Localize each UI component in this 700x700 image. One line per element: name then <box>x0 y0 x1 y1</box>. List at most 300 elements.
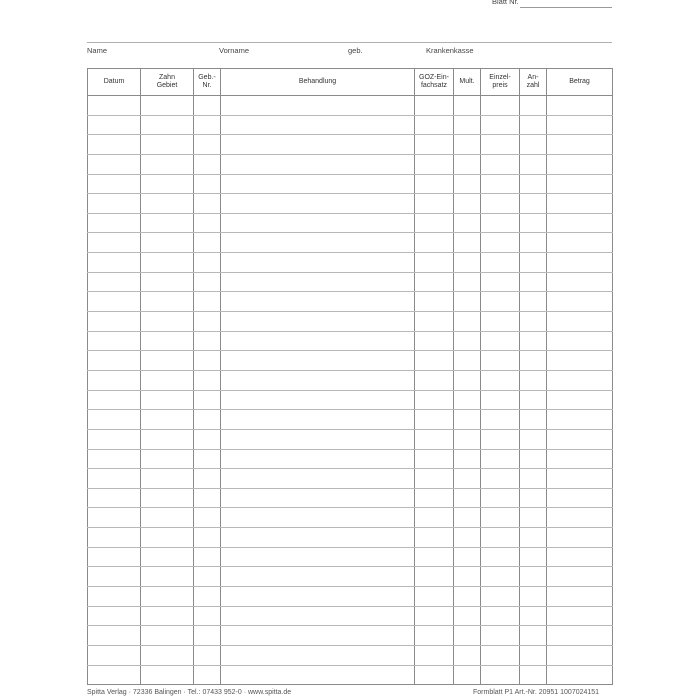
table-cell[interactable] <box>88 547 141 567</box>
table-cell[interactable] <box>547 390 613 410</box>
table-cell[interactable] <box>88 449 141 469</box>
table-cell[interactable] <box>520 233 547 253</box>
table-cell[interactable] <box>454 665 481 685</box>
table-cell[interactable] <box>520 96 547 116</box>
table-cell[interactable] <box>520 213 547 233</box>
table-cell[interactable] <box>194 96 221 116</box>
header-divider <box>87 42 612 43</box>
table-cell[interactable] <box>221 96 415 116</box>
table-cell[interactable] <box>194 154 221 174</box>
table-cell[interactable] <box>481 606 520 626</box>
table-cell[interactable] <box>520 587 547 607</box>
table-cell[interactable] <box>547 233 613 253</box>
table-cell[interactable] <box>520 312 547 332</box>
table-cell[interactable] <box>88 567 141 587</box>
table-cell[interactable] <box>88 253 141 273</box>
table-cell[interactable] <box>520 390 547 410</box>
table-cell[interactable] <box>481 253 520 273</box>
table-cell[interactable] <box>520 547 547 567</box>
table-cell[interactable] <box>415 410 454 430</box>
table-cell[interactable] <box>194 292 221 312</box>
table-cell[interactable] <box>547 135 613 155</box>
table-cell[interactable] <box>194 370 221 390</box>
table-cell[interactable] <box>221 370 415 390</box>
table-cell[interactable] <box>221 587 415 607</box>
table-cell[interactable] <box>520 154 547 174</box>
table-cell[interactable] <box>141 96 194 116</box>
table-cell[interactable] <box>520 174 547 194</box>
table-cell[interactable] <box>454 508 481 528</box>
table-cell[interactable] <box>194 213 221 233</box>
table-cell[interactable] <box>547 272 613 292</box>
table-cell[interactable] <box>194 665 221 685</box>
table-cell[interactable] <box>481 488 520 508</box>
table-cell[interactable] <box>454 272 481 292</box>
table-cell[interactable] <box>547 508 613 528</box>
table-cell[interactable] <box>141 233 194 253</box>
table-cell[interactable] <box>454 370 481 390</box>
table-cell[interactable] <box>481 213 520 233</box>
table-cell[interactable] <box>481 351 520 371</box>
table-cell[interactable] <box>454 528 481 548</box>
table-cell[interactable] <box>415 96 454 116</box>
table-cell[interactable] <box>194 528 221 548</box>
sheet-number-label: Blatt Nr. <box>492 0 519 6</box>
table-cell[interactable] <box>141 587 194 607</box>
table-cell[interactable] <box>415 370 454 390</box>
table-row <box>88 272 613 292</box>
table-cell[interactable] <box>415 587 454 607</box>
table-cell[interactable] <box>481 292 520 312</box>
table-cell[interactable] <box>221 390 415 410</box>
table-cell[interactable] <box>415 253 454 273</box>
table-cell[interactable] <box>481 174 520 194</box>
table-cell[interactable] <box>481 370 520 390</box>
table-cell[interactable] <box>454 488 481 508</box>
table-cell[interactable] <box>221 606 415 626</box>
table-cell[interactable] <box>454 410 481 430</box>
table-cell[interactable] <box>547 665 613 685</box>
table-cell[interactable] <box>520 331 547 351</box>
table-cell[interactable] <box>88 429 141 449</box>
table-cell[interactable] <box>547 567 613 587</box>
table-cell[interactable] <box>221 410 415 430</box>
table-cell[interactable] <box>481 115 520 135</box>
table-cell[interactable] <box>454 96 481 116</box>
table-row <box>88 253 613 273</box>
table-cell[interactable] <box>415 449 454 469</box>
table-row <box>88 351 613 371</box>
table-cell[interactable] <box>194 429 221 449</box>
table-cell[interactable] <box>481 587 520 607</box>
table-cell[interactable] <box>88 390 141 410</box>
table-cell[interactable] <box>88 370 141 390</box>
table-cell[interactable] <box>481 96 520 116</box>
table-cell[interactable] <box>415 390 454 410</box>
table-cell[interactable] <box>221 253 415 273</box>
table-row <box>88 606 613 626</box>
table-cell[interactable] <box>194 410 221 430</box>
table-cell[interactable] <box>415 312 454 332</box>
table-cell[interactable] <box>141 331 194 351</box>
table-cell[interactable] <box>221 331 415 351</box>
table-cell[interactable] <box>141 312 194 332</box>
table-cell[interactable] <box>141 154 194 174</box>
table-cell[interactable] <box>520 351 547 371</box>
table-cell[interactable] <box>454 567 481 587</box>
table-cell[interactable] <box>221 429 415 449</box>
table-cell[interactable] <box>520 508 547 528</box>
table-cell[interactable] <box>415 626 454 646</box>
table-cell[interactable] <box>454 449 481 469</box>
table-cell[interactable] <box>194 312 221 332</box>
table-cell[interactable] <box>88 174 141 194</box>
table-cell[interactable] <box>194 645 221 665</box>
table-row <box>88 154 613 174</box>
table-cell[interactable] <box>221 115 415 135</box>
insurance-label: Krankenkasse <box>426 46 474 55</box>
table-cell[interactable] <box>520 410 547 430</box>
table-row <box>88 96 613 116</box>
treatment-table <box>87 68 613 685</box>
table-cell[interactable] <box>454 469 481 489</box>
col-header-zahn-gebiet: Zahn Gebiet <box>141 69 194 96</box>
table-cell[interactable] <box>454 626 481 646</box>
table-cell[interactable] <box>141 567 194 587</box>
birthdate-label: geb. <box>348 46 363 55</box>
table-cell[interactable] <box>221 528 415 548</box>
table-cell[interactable] <box>454 390 481 410</box>
table-cell[interactable] <box>141 606 194 626</box>
table-cell[interactable] <box>481 331 520 351</box>
table-cell[interactable] <box>141 370 194 390</box>
table-cell[interactable] <box>194 567 221 587</box>
table-cell[interactable] <box>481 469 520 489</box>
table-cell[interactable] <box>141 194 194 214</box>
table-cell[interactable] <box>415 528 454 548</box>
table-cell[interactable] <box>520 292 547 312</box>
table-cell[interactable] <box>454 174 481 194</box>
table-cell[interactable] <box>88 626 141 646</box>
table-cell[interactable] <box>141 665 194 685</box>
table-cell[interactable] <box>454 645 481 665</box>
table-cell[interactable] <box>194 606 221 626</box>
table-cell[interactable] <box>88 606 141 626</box>
table-cell[interactable] <box>547 331 613 351</box>
table-cell[interactable] <box>520 272 547 292</box>
table-cell[interactable] <box>221 174 415 194</box>
table-cell[interactable] <box>415 331 454 351</box>
table-cell[interactable] <box>454 115 481 135</box>
table-cell[interactable] <box>454 135 481 155</box>
table-cell[interactable] <box>520 488 547 508</box>
table-cell[interactable] <box>520 665 547 685</box>
table-cell[interactable] <box>141 626 194 646</box>
table-cell[interactable] <box>88 410 141 430</box>
table-cell[interactable] <box>547 528 613 548</box>
table-cell[interactable] <box>415 606 454 626</box>
table-cell[interactable] <box>454 587 481 607</box>
table-cell[interactable] <box>194 174 221 194</box>
table-cell[interactable] <box>221 567 415 587</box>
table-cell[interactable] <box>454 606 481 626</box>
table-cell[interactable] <box>481 528 520 548</box>
table-cell[interactable] <box>194 449 221 469</box>
col-header-einzelpreis: Einzel- preis <box>481 69 520 96</box>
table-cell[interactable] <box>481 547 520 567</box>
table-cell[interactable] <box>520 135 547 155</box>
table-cell[interactable] <box>415 213 454 233</box>
table-cell[interactable] <box>547 312 613 332</box>
table-cell[interactable] <box>141 272 194 292</box>
table-cell[interactable] <box>520 115 547 135</box>
table-cell[interactable] <box>547 645 613 665</box>
table-cell[interactable] <box>141 528 194 548</box>
table-cell[interactable] <box>481 645 520 665</box>
table-cell[interactable] <box>481 410 520 430</box>
table-cell[interactable] <box>547 115 613 135</box>
table-cell[interactable] <box>547 154 613 174</box>
table-cell[interactable] <box>221 469 415 489</box>
table-cell[interactable] <box>415 272 454 292</box>
table-cell[interactable] <box>547 606 613 626</box>
table-cell[interactable] <box>547 429 613 449</box>
table-cell[interactable] <box>547 449 613 469</box>
table-cell[interactable] <box>547 469 613 489</box>
table-cell[interactable] <box>88 272 141 292</box>
table-cell[interactable] <box>88 213 141 233</box>
table-cell[interactable] <box>454 233 481 253</box>
table-cell[interactable] <box>88 665 141 685</box>
table-cell[interactable] <box>141 292 194 312</box>
table-cell[interactable] <box>547 351 613 371</box>
table-cell[interactable] <box>415 292 454 312</box>
table-cell[interactable] <box>194 233 221 253</box>
table-cell[interactable] <box>141 508 194 528</box>
table-cell[interactable] <box>221 449 415 469</box>
table-cell[interactable] <box>415 508 454 528</box>
table-cell[interactable] <box>547 253 613 273</box>
first-name-label: Vorname <box>219 46 250 55</box>
table-cell[interactable] <box>88 194 141 214</box>
table-cell[interactable] <box>415 665 454 685</box>
table-cell[interactable] <box>547 174 613 194</box>
table-cell[interactable] <box>481 665 520 685</box>
table-cell[interactable] <box>547 213 613 233</box>
table-cell[interactable] <box>481 312 520 332</box>
table-cell[interactable] <box>88 469 141 489</box>
table-cell[interactable] <box>454 194 481 214</box>
table-cell[interactable] <box>221 665 415 685</box>
table-row <box>88 488 613 508</box>
table-cell[interactable] <box>194 351 221 371</box>
table-cell[interactable] <box>141 429 194 449</box>
table-cell[interactable] <box>141 449 194 469</box>
table-cell[interactable] <box>415 154 454 174</box>
table-body <box>88 96 613 685</box>
table-cell[interactable] <box>481 272 520 292</box>
table-cell[interactable] <box>88 233 141 253</box>
table-cell[interactable] <box>547 410 613 430</box>
table-cell[interactable] <box>194 488 221 508</box>
table-cell[interactable] <box>415 547 454 567</box>
table-cell[interactable] <box>415 429 454 449</box>
table-cell[interactable] <box>194 547 221 567</box>
table-cell[interactable] <box>547 370 613 390</box>
table-cell[interactable] <box>88 331 141 351</box>
table-cell[interactable] <box>415 488 454 508</box>
table-cell[interactable] <box>141 213 194 233</box>
table-cell[interactable] <box>194 390 221 410</box>
table-cell[interactable] <box>547 587 613 607</box>
table-cell[interactable] <box>221 645 415 665</box>
table-cell[interactable] <box>547 292 613 312</box>
table-cell[interactable] <box>520 645 547 665</box>
table-row <box>88 469 613 489</box>
col-header-betrag: Betrag <box>547 69 613 96</box>
table-cell[interactable] <box>221 233 415 253</box>
table-cell[interactable] <box>194 587 221 607</box>
table-cell[interactable] <box>194 508 221 528</box>
table-cell[interactable] <box>415 233 454 253</box>
table-cell[interactable] <box>481 390 520 410</box>
table-cell[interactable] <box>520 469 547 489</box>
table-cell[interactable] <box>194 272 221 292</box>
table-cell[interactable] <box>141 253 194 273</box>
table-cell[interactable] <box>520 429 547 449</box>
table-cell[interactable] <box>88 115 141 135</box>
table-cell[interactable] <box>141 547 194 567</box>
table-cell[interactable] <box>221 626 415 646</box>
table-cell[interactable] <box>88 135 141 155</box>
table-cell[interactable] <box>454 351 481 371</box>
table-cell[interactable] <box>520 370 547 390</box>
table-cell[interactable] <box>520 567 547 587</box>
table-cell[interactable] <box>88 645 141 665</box>
table-cell[interactable] <box>88 587 141 607</box>
table-cell[interactable] <box>520 626 547 646</box>
table-cell[interactable] <box>88 351 141 371</box>
table-cell[interactable] <box>547 194 613 214</box>
table-cell[interactable] <box>520 194 547 214</box>
table-cell[interactable] <box>194 626 221 646</box>
table-cell[interactable] <box>221 194 415 214</box>
table-cell[interactable] <box>481 194 520 214</box>
table-cell[interactable] <box>221 213 415 233</box>
table-cell[interactable] <box>415 567 454 587</box>
table-cell[interactable] <box>520 606 547 626</box>
table-cell[interactable] <box>481 429 520 449</box>
table-cell[interactable] <box>88 488 141 508</box>
table-row <box>88 429 613 449</box>
table-cell[interactable] <box>141 410 194 430</box>
table-row <box>88 449 613 469</box>
table-cell[interactable] <box>415 135 454 155</box>
table-cell[interactable] <box>141 469 194 489</box>
table-row <box>88 567 613 587</box>
table-cell[interactable] <box>454 154 481 174</box>
table-cell[interactable] <box>221 312 415 332</box>
table-cell[interactable] <box>221 154 415 174</box>
table-cell[interactable] <box>221 292 415 312</box>
table-cell[interactable] <box>88 96 141 116</box>
table-cell[interactable] <box>141 488 194 508</box>
table-cell[interactable] <box>88 154 141 174</box>
table-cell[interactable] <box>415 469 454 489</box>
table-cell[interactable] <box>547 488 613 508</box>
table-cell[interactable] <box>221 508 415 528</box>
table-cell[interactable] <box>454 213 481 233</box>
table-cell[interactable] <box>221 351 415 371</box>
table-cell[interactable] <box>221 272 415 292</box>
table-cell[interactable] <box>415 645 454 665</box>
table-cell[interactable] <box>454 292 481 312</box>
col-header-behandlung: Behandlung <box>221 69 415 96</box>
table-cell[interactable] <box>194 331 221 351</box>
table-row <box>88 528 613 548</box>
table-cell[interactable] <box>454 331 481 351</box>
table-cell[interactable] <box>88 292 141 312</box>
table-row <box>88 508 613 528</box>
table-cell[interactable] <box>481 567 520 587</box>
table-cell[interactable] <box>481 233 520 253</box>
table-cell[interactable] <box>141 115 194 135</box>
table-cell[interactable] <box>141 174 194 194</box>
table-cell[interactable] <box>520 253 547 273</box>
table-cell[interactable] <box>141 645 194 665</box>
table-cell[interactable] <box>194 194 221 214</box>
table-cell[interactable] <box>88 508 141 528</box>
table-cell[interactable] <box>481 449 520 469</box>
table-cell[interactable] <box>415 115 454 135</box>
table-cell[interactable] <box>415 194 454 214</box>
table-cell[interactable] <box>481 626 520 646</box>
table-cell[interactable] <box>194 469 221 489</box>
table-cell[interactable] <box>88 312 141 332</box>
table-cell[interactable] <box>547 547 613 567</box>
table-cell[interactable] <box>415 174 454 194</box>
table-cell[interactable] <box>194 115 221 135</box>
table-cell[interactable] <box>141 135 194 155</box>
table-cell[interactable] <box>547 626 613 646</box>
table-cell[interactable] <box>194 135 221 155</box>
table-cell[interactable] <box>481 508 520 528</box>
table-cell[interactable] <box>547 96 613 116</box>
table-cell[interactable] <box>481 135 520 155</box>
table-cell[interactable] <box>221 488 415 508</box>
table-cell[interactable] <box>141 351 194 371</box>
sheet-number-field[interactable] <box>520 7 612 8</box>
table-cell[interactable] <box>141 390 194 410</box>
col-header-datum: Datum <box>88 69 141 96</box>
table-row <box>88 410 613 430</box>
table-cell[interactable] <box>481 154 520 174</box>
table-cell[interactable] <box>221 547 415 567</box>
table-cell[interactable] <box>454 547 481 567</box>
table-cell[interactable] <box>88 528 141 548</box>
name-label: Name <box>87 46 108 55</box>
table-cell[interactable] <box>194 253 221 273</box>
table-cell[interactable] <box>221 135 415 155</box>
table-cell[interactable] <box>520 528 547 548</box>
table-cell[interactable] <box>454 312 481 332</box>
col-header-mult: Mult. <box>454 69 481 96</box>
table-cell[interactable] <box>520 449 547 469</box>
table-cell[interactable] <box>454 253 481 273</box>
table-cell[interactable] <box>454 429 481 449</box>
table-row <box>88 626 613 646</box>
table-cell[interactable] <box>415 351 454 371</box>
